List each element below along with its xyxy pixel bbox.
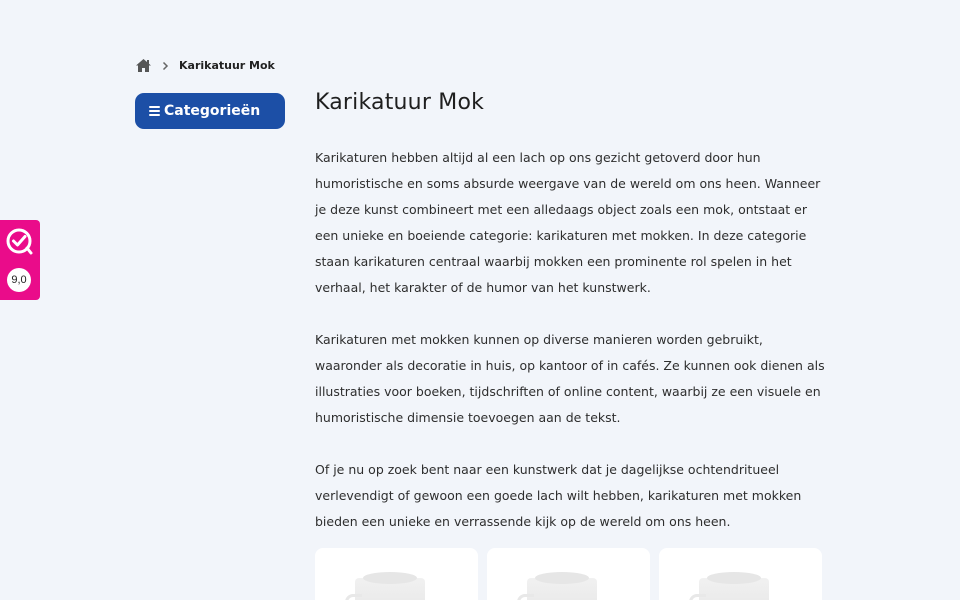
description-paragraph: Karikaturen met mokken kunnen op diverse manieren worden gebruikt, waaronder als decoratie in huis, op kantoor of in cafés. Ze kunnen ook dienen als illustraties voor boeken, tijdschriften of online content, waarbij ze een visuele en humoristische dimensie toevoegen aan de tekst. [315,332,825,425]
mug-image [527,578,597,600]
home-icon[interactable] [135,58,152,73]
check-badge-icon [5,227,33,255]
product-card[interactable] [487,548,650,600]
chevron-right-icon [161,61,170,71]
description-paragraph: Of je nu op zoek bent naar een kunstwerk dat je dagelijkse ochtendritueel verlevendigt of gewoon een goede lach wilt hebben, karikaturen met mokken bieden een unieke en verrassende kijk op de wereld om ons heen. [315,462,802,529]
mug-image [699,578,769,600]
categories-button[interactable] [135,93,285,129]
mug-image [355,578,425,600]
page-title: Karikatuur Mok [315,90,485,115]
breadcrumb [135,58,275,73]
categories-label: Categorieën [164,103,261,119]
review-badge[interactable] [0,220,40,300]
breadcrumb-current: Karikatuur Mok [179,59,275,72]
menu-icon [149,106,160,116]
description-paragraph: Karikaturen hebben altijd al een lach op ons gezicht getoverd door hun humoristische en soms absurde weergave van de wereld om ons heen. Wanneer je deze kunst combineert met een alledaags object zoals een mok, ontstaat er een unieke en boeiende categorie: karikaturen met mokken. In deze categorie staan karikaturen centraal waarbij mokken een prominente rol spelen in het verhaal, het karakter of de humor van het kunstwerk. [315,150,821,295]
product-card[interactable] [659,548,822,600]
review-score: 9,0 [7,268,31,292]
product-card[interactable] [315,548,478,600]
category-description [315,145,830,561]
product-grid [315,548,822,600]
